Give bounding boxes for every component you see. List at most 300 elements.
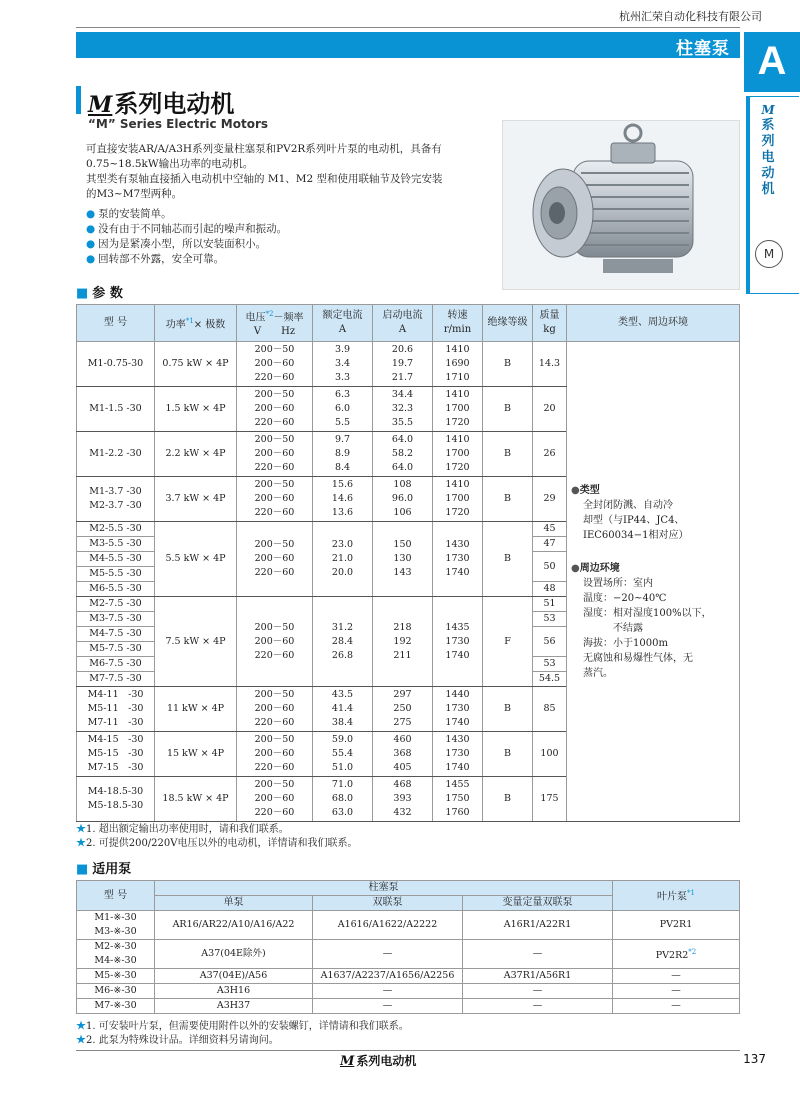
mass-cell: 26 [533, 432, 567, 477]
rated-value: 28.4 [331, 635, 354, 647]
feature-item: ● 因为是紧凑小型，所以安装面积小。 [86, 237, 287, 252]
motor-illustration [503, 121, 739, 289]
speed-cell [433, 687, 483, 732]
note-star: ★ [76, 1021, 86, 1032]
pumps-section-title: ■ 适用泵 [76, 858, 131, 877]
pump-model: M2-※-30 [94, 941, 137, 952]
model-name: M2-5.5 -30 [89, 523, 142, 534]
rated-value: 31.2 [331, 621, 354, 633]
model-name: M7-15 -30 [87, 762, 144, 773]
rated-cell [313, 687, 373, 732]
speed-value: 1410 [445, 389, 470, 400]
volt-value: 200－60 [254, 448, 295, 459]
col-start-unit: A [398, 324, 407, 335]
model-name: M1-1.5 -30 [89, 403, 142, 414]
env-line: 湿度：相对湿度100%以下， [583, 607, 712, 619]
col-voltage-note: *2 [265, 309, 274, 318]
speed-value: 1430 [445, 734, 470, 745]
company-name: 杭州汇荣自动化科技有限公司 [619, 10, 762, 23]
pump-model-cell [77, 940, 155, 969]
pcol-single: 单泵 [155, 896, 313, 911]
model-name: M5-18.5-30 [87, 800, 144, 811]
speed-value: 1700 [445, 493, 470, 504]
model-name: M7-11 -30 [87, 717, 144, 728]
model-name: M4-5.5 -30 [89, 553, 142, 564]
model-cell [77, 552, 155, 567]
rated-cell [313, 597, 373, 687]
rated-value: 38.4 [331, 717, 354, 728]
model-cell [77, 387, 155, 432]
pump-row [77, 969, 740, 984]
insul-cell: B [483, 687, 533, 732]
speed-cell [433, 432, 483, 477]
start-value: 460 [393, 734, 412, 745]
speed-value: 1740 [445, 649, 470, 661]
vane-pump: PV2R1 [659, 919, 693, 930]
col-insul: 绝缘等级 [483, 305, 533, 342]
intro-line: 0.75~18.5kW输出功率的电动机。 [86, 158, 254, 170]
speed-value: 1410 [445, 434, 470, 445]
rated-value: 9.7 [334, 434, 351, 445]
side-index-char: 列 [761, 134, 775, 149]
param-row [77, 342, 740, 357]
rated-value: 20.0 [331, 567, 354, 578]
model-name: M1-3.7 -30 [89, 486, 142, 497]
start-value: 393 [393, 793, 412, 804]
volt-value: 220－60 [254, 417, 295, 428]
volt-value: 200－60 [254, 493, 295, 504]
start-value: 275 [393, 717, 412, 728]
start-value: 250 [393, 703, 412, 714]
model-name: M5-7.5 -30 [89, 643, 142, 654]
start-value: 468 [393, 779, 412, 790]
double-pump-cell: A1637/A2237/A1656/A2256 [313, 969, 463, 984]
model-name: M1-0.75-30 [87, 358, 144, 369]
volt-value: 200－50 [254, 779, 295, 790]
speed-value: 1455 [445, 779, 470, 790]
model-cell [77, 342, 155, 387]
vane-pump-cell [613, 969, 740, 984]
volt-cell [237, 432, 313, 477]
rated-value: 5.5 [334, 417, 351, 428]
mass-cell: 175 [533, 777, 567, 822]
volt-value: 200－60 [254, 793, 295, 804]
double-pump-cell: — [313, 999, 463, 1014]
title-text: 系列电动机 [114, 90, 235, 118]
start-value: 32.3 [391, 403, 414, 414]
model-name: M6-5.5 -30 [89, 583, 142, 594]
pcol-vane-label: 叶片泵 [657, 891, 688, 903]
type-line: IEC60034−1相对应） [583, 529, 689, 541]
note-line [76, 1020, 409, 1034]
pump-row [77, 940, 740, 969]
env-line: 温度：−20~40℃ [583, 592, 667, 604]
rated-value: 3.4 [334, 358, 351, 369]
volt-value: 200－50 [254, 479, 295, 490]
volt-value: 200－60 [254, 635, 295, 647]
start-value: 64.0 [391, 462, 414, 473]
env-heading: ● 周边环境 [571, 561, 733, 576]
start-value: 432 [393, 807, 412, 818]
start-cell [373, 477, 433, 522]
model-name: M2-7.5 -30 [89, 598, 142, 609]
category-band [76, 32, 740, 58]
model-cell [77, 537, 155, 552]
start-cell [373, 732, 433, 777]
start-cell [373, 432, 433, 477]
title-logo: M [88, 92, 113, 118]
params-header-row [77, 305, 740, 342]
env-line: 无腐蚀和易爆性气体，无 [583, 652, 693, 664]
volt-cell [237, 342, 313, 387]
model-cell [77, 777, 155, 822]
rated-cell [313, 477, 373, 522]
intro-line: 的M3~M7型两种。 [86, 188, 183, 200]
pump-model: M7-※-30 [94, 1000, 137, 1011]
double-pump-cell: — [313, 940, 463, 969]
rated-value: 13.6 [331, 507, 354, 518]
col-power-tail: × 极数 [193, 319, 226, 331]
start-value: 192 [393, 635, 412, 647]
type-line: 却型（与IP44、JC4、 [583, 514, 685, 526]
rated-value: 6.3 [334, 389, 351, 400]
rated-value: 71.0 [331, 779, 354, 790]
model-cell [77, 687, 155, 732]
volt-value: 200－50 [254, 389, 295, 400]
model-cell [77, 672, 155, 687]
col-mass-label: 质量 [539, 310, 560, 321]
vane-pump-cell [613, 940, 740, 969]
single-pump-cell: A3H37 [155, 999, 313, 1014]
side-index-char: 机 [761, 182, 775, 197]
col-type-env: 类型、周边环境 [567, 305, 740, 342]
pcol-vane-note: *1 [687, 889, 695, 898]
insul-cell: B [483, 387, 533, 432]
volt-cell [237, 522, 313, 597]
pump-row [77, 911, 740, 940]
note-line [76, 823, 357, 837]
vane-pump: — [671, 1000, 681, 1011]
start-cell [373, 597, 433, 687]
spacer [571, 543, 733, 561]
volt-value: 200－60 [254, 748, 295, 759]
speed-cell [433, 387, 483, 432]
rated-value: 21.0 [331, 553, 354, 564]
single-pump-cell: AR16/AR22/A10/A16/A22 [155, 911, 313, 940]
col-speed-label: 转速 [447, 310, 468, 321]
volt-cell [237, 777, 313, 822]
volt-value: 200－50 [254, 434, 295, 445]
model-cell [77, 642, 155, 657]
volt-value: 200－50 [254, 344, 295, 355]
rated-value: 55.4 [331, 748, 354, 759]
model-name: M5-15 -30 [87, 748, 144, 759]
rated-value: 8.4 [334, 462, 351, 473]
col-power [155, 305, 237, 342]
intro-text [86, 142, 496, 202]
pump-model: M6-※-30 [94, 985, 137, 996]
model-name: M2-3.7 -30 [89, 500, 142, 511]
speed-value: 1700 [445, 403, 470, 414]
model-cell [77, 732, 155, 777]
model-name: M4-7.5 -30 [89, 628, 142, 639]
rated-cell [313, 342, 373, 387]
power-cell: 18.5 kW × 4P [155, 777, 237, 822]
vane-pump: — [671, 985, 681, 996]
col-rated [313, 305, 373, 342]
var-fixed-cell: — [463, 999, 613, 1014]
env-line: 不结露 [583, 622, 643, 634]
mass-cell: 85 [533, 687, 567, 732]
insul-cell: B [483, 777, 533, 822]
pumps-notes [76, 1020, 409, 1048]
volt-value: 200－50 [254, 734, 295, 745]
speed-value: 1730 [445, 748, 470, 759]
section-tab[interactable]: A [744, 32, 800, 92]
volt-value: 200－50 [254, 689, 295, 700]
insul-cell: F [483, 597, 533, 687]
side-index-char: 系 [761, 118, 775, 133]
model-name: M1-2.2 -30 [89, 448, 142, 459]
speed-cell [433, 342, 483, 387]
volt-value: 200－60 [254, 358, 295, 369]
col-power-note: *1 [185, 316, 194, 325]
col-voltage-unit: V Hz [253, 326, 296, 338]
pump-model: M5-※-30 [94, 970, 137, 981]
category-title: 柱塞泵 [676, 39, 730, 59]
note-text: 2. 可提供200/220V电压以外的电动机，详情请和我们联系。 [86, 838, 358, 849]
page-subtitle: “M” Series Electric Motors [88, 117, 269, 131]
mass-cell: 14.3 [533, 342, 567, 387]
rated-value: 59.0 [331, 734, 354, 745]
start-value: 35.5 [391, 417, 414, 428]
power-cell: 0.75 kW × 4P [155, 342, 237, 387]
volt-value: 200－50 [254, 539, 295, 550]
model-name: M4-18.5-30 [87, 786, 144, 797]
pcol-vane [613, 881, 740, 911]
model-cell [77, 597, 155, 612]
mass-cell: 100 [533, 732, 567, 777]
vane-pump: — [671, 970, 681, 981]
volt-value: 220－60 [254, 762, 295, 773]
footer-rule [76, 1050, 740, 1051]
params-notes [76, 823, 357, 851]
start-value: 150 [393, 539, 412, 550]
mass-cell: 54.5 [533, 672, 567, 687]
pump-model: M4-※-30 [94, 955, 137, 966]
speed-value: 1440 [445, 689, 470, 700]
volt-value: 220－60 [254, 717, 295, 728]
model-name: M6-7.5 -30 [89, 658, 142, 669]
start-value: 21.7 [391, 372, 414, 383]
start-value: 218 [393, 621, 412, 633]
mass-cell: 48 [533, 582, 567, 597]
power-cell: 2.2 kW × 4P [155, 432, 237, 477]
pump-model-cell [77, 969, 155, 984]
mass-cell: 56 [533, 627, 567, 657]
feature-list [86, 207, 287, 267]
start-value: 211 [393, 649, 412, 661]
start-value: 297 [393, 689, 412, 700]
speed-value: 1410 [445, 344, 470, 355]
rated-value: 6.0 [334, 403, 351, 414]
motor-photo [502, 120, 740, 290]
intro-line: 可直接安装AR/A/A3H系列变量柱塞泵和PV2R系列叶片泵的电动机，具备有 [86, 143, 442, 155]
note-text: 1. 可安装叶片泵，但需要使用附件以外的安装螺钉，详情请和我们联系。 [86, 1021, 409, 1032]
pump-model-cell [77, 911, 155, 940]
power-cell: 5.5 kW × 4P [155, 522, 237, 597]
speed-value: 1720 [445, 462, 470, 473]
col-rated-unit: A [338, 324, 347, 335]
note-line [76, 837, 357, 851]
col-voltage [237, 305, 313, 342]
volt-cell [237, 732, 313, 777]
single-pump-cell: A3H16 [155, 984, 313, 999]
start-cell [373, 342, 433, 387]
speed-value: 1740 [445, 717, 470, 728]
speed-cell [433, 732, 483, 777]
insul-cell: B [483, 522, 533, 597]
insul-cell: B [483, 432, 533, 477]
speed-value: 1700 [445, 448, 470, 459]
model-cell [77, 432, 155, 477]
pcol-var-fixed: 变量定量双联泵 [463, 896, 613, 911]
power-cell: 7.5 kW × 4P [155, 597, 237, 687]
speed-value: 1730 [445, 553, 470, 564]
side-index-bar [746, 96, 750, 294]
volt-cell [237, 387, 313, 432]
footer-logo: M [340, 1054, 355, 1069]
model-name: M4-11 -30 [87, 689, 144, 700]
speed-value: 1730 [445, 635, 470, 647]
col-start [373, 305, 433, 342]
motor-circle-icon: M [755, 240, 783, 268]
col-speed-unit: r/min [443, 324, 472, 335]
col-speed [433, 305, 483, 342]
start-value: 96.0 [391, 493, 414, 504]
start-value: 405 [393, 762, 412, 773]
pumps-header-row [77, 881, 740, 896]
rated-cell [313, 732, 373, 777]
volt-value: 220－60 [254, 649, 295, 661]
volt-value: 220－60 [254, 567, 295, 578]
speed-value: 1740 [445, 567, 470, 578]
vane-pump: PV2R2 [655, 950, 689, 962]
rated-value: 3.9 [334, 344, 351, 355]
mass-cell: 45 [533, 522, 567, 537]
pcol-piston: 柱塞泵 [155, 881, 613, 896]
var-fixed-cell: A16R1/A22R1 [463, 911, 613, 940]
rated-value: 63.0 [331, 807, 354, 818]
speed-value: 1710 [445, 372, 470, 383]
pumps-table [76, 880, 740, 1014]
note-text: 1. 超出额定输出功率使用时，请和我们联系。 [86, 824, 289, 835]
model-name: M7-7.5 -30 [89, 673, 142, 684]
model-name: M4-15 -30 [87, 734, 144, 745]
page-title [88, 84, 234, 119]
side-logo: M [761, 103, 775, 117]
speed-value: 1430 [445, 539, 470, 550]
vane-note: *2 [688, 947, 697, 956]
type-heading: ● 类型 [571, 483, 733, 498]
col-rated-label: 额定电流 [322, 310, 363, 321]
side-index-char: 电 [761, 150, 775, 165]
model-cell [77, 522, 155, 537]
intro-line: 其型类有泵轴直接插入电动机中空轴的 M1、M2 型和使用联轴节及铃完安装 [86, 173, 443, 185]
title-accent [76, 86, 81, 114]
start-cell [373, 522, 433, 597]
var-fixed-cell: — [463, 984, 613, 999]
start-value: 143 [393, 567, 412, 578]
speed-value: 1760 [445, 807, 470, 818]
insul-cell: B [483, 342, 533, 387]
start-value: 34.4 [391, 389, 414, 400]
model-cell [77, 477, 155, 522]
note-line [76, 1034, 409, 1048]
side-index-char: 动 [761, 166, 775, 181]
start-value: 108 [393, 479, 412, 490]
volt-value: 220－60 [254, 507, 295, 518]
speed-cell [433, 522, 483, 597]
note-star: ★ [76, 824, 86, 835]
volt-value: 220－60 [254, 462, 295, 473]
rated-cell [313, 432, 373, 477]
pump-row [77, 999, 740, 1014]
note-text: 2. 此泵为特殊设计品。详细资料另请询问。 [86, 1035, 279, 1046]
single-pump-cell: A37(04E)/A56 [155, 969, 313, 984]
start-value: 64.0 [391, 434, 414, 445]
single-pump-cell: A37(04E除外) [155, 940, 313, 969]
power-cell: 1.5 kW × 4P [155, 387, 237, 432]
pcol-double: 双联泵 [313, 896, 463, 911]
model-name: M5-5.5 -30 [89, 568, 142, 579]
mass-cell: 50 [533, 552, 567, 582]
mass-cell: 51 [533, 597, 567, 612]
model-cell [77, 582, 155, 597]
var-fixed-cell: — [463, 940, 613, 969]
pump-model: M3-※-30 [94, 926, 137, 937]
speed-value: 1720 [445, 417, 470, 428]
params-section-title: ■ 参 数 [76, 282, 123, 301]
vane-pump-cell [613, 999, 740, 1014]
rated-value: 3.3 [334, 372, 351, 383]
speed-value: 1690 [445, 358, 470, 369]
rated-cell [313, 522, 373, 597]
page-number: 137 [743, 1052, 766, 1066]
mass-cell: 53 [533, 612, 567, 627]
mass-cell: 53 [533, 657, 567, 672]
power-cell: 15 kW × 4P [155, 732, 237, 777]
pump-model: M1-※-30 [94, 912, 137, 923]
note-star: ★ [76, 1035, 86, 1046]
feature-item: ● 回转部不外露，安全可靠。 [86, 252, 287, 267]
speed-cell [433, 477, 483, 522]
speed-value: 1730 [445, 703, 470, 714]
col-voltage-label: 电压 [245, 312, 266, 324]
model-cell [77, 627, 155, 642]
model-name: M3-5.5 -30 [89, 538, 142, 549]
speed-value: 1750 [445, 793, 470, 804]
start-cell [373, 687, 433, 732]
model-name: M3-7.5 -30 [89, 613, 142, 624]
pcol-model: 型 号 [77, 881, 155, 911]
start-value: 130 [393, 553, 412, 564]
type-env-cell [567, 342, 740, 822]
vane-pump-cell [613, 984, 740, 999]
speed-value: 1720 [445, 507, 470, 518]
col-start-label: 启动电流 [382, 310, 423, 321]
rated-value: 14.6 [331, 493, 354, 504]
